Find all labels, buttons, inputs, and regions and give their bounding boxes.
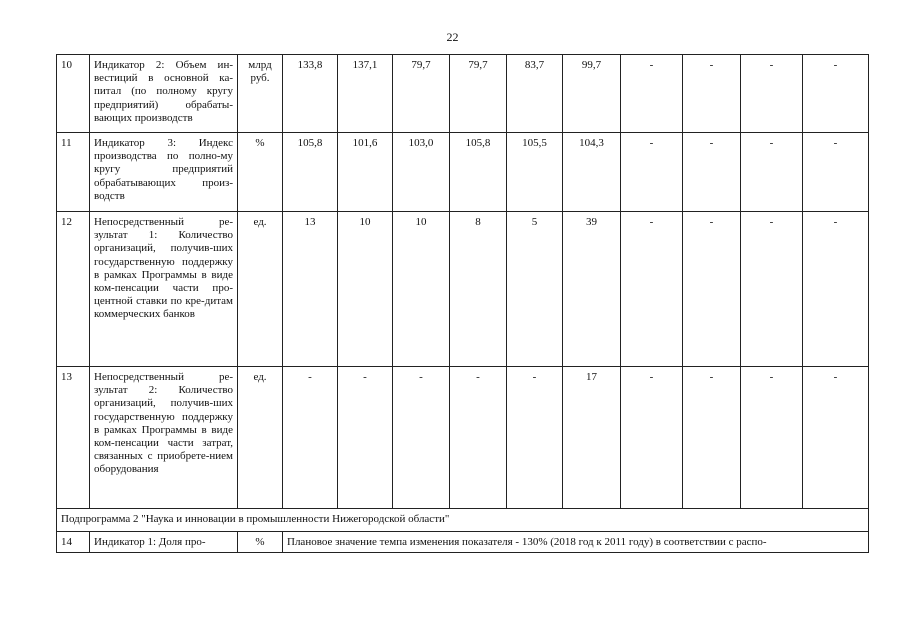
value-cell: - xyxy=(621,212,683,367)
value-cell: 101,6 xyxy=(338,133,393,212)
value-cell: 5 xyxy=(507,212,563,367)
value-cell: - xyxy=(803,367,869,509)
value-cell: - xyxy=(283,367,338,509)
subprogram-row xyxy=(57,509,869,532)
unit-cell: млрд руб. xyxy=(238,55,283,133)
value-cell: 137,1 xyxy=(338,55,393,133)
value-cell: - xyxy=(683,55,741,133)
table-row xyxy=(57,532,869,553)
value-cell: 13 xyxy=(283,212,338,367)
value-cell: - xyxy=(803,212,869,367)
unit-cell: % xyxy=(238,133,283,212)
indicator-name: Непосредственный ре-зультат 2: Количество организаций, получив-ших государственную поддержку в рамках Программы в виде ком-пенсации части затрат, связанных с приобрете-нием оборудования xyxy=(90,367,238,509)
value-cell: - xyxy=(683,367,741,509)
row-number: 10 xyxy=(57,55,90,133)
value-cell: 105,5 xyxy=(507,133,563,212)
value-cell: 105,8 xyxy=(283,133,338,212)
row-number: 12 xyxy=(57,212,90,367)
table-row xyxy=(57,55,869,133)
value-cell: - xyxy=(803,55,869,133)
indicator-name: Индикатор 2: Объем ин-вестиций в основной ка-питал (по полному кругу предприятий) обрабаты-вающих производств xyxy=(90,55,238,133)
unit-cell: ед. xyxy=(238,212,283,367)
value-cell: 17 xyxy=(563,367,621,509)
value-cell: 104,3 xyxy=(563,133,621,212)
value-cell: 10 xyxy=(338,212,393,367)
indicator-name: Индикатор 3: Индекс производства по полно-му кругу предприятий обрабатывающих произ-водств xyxy=(90,133,238,212)
value-cell: - xyxy=(741,133,803,212)
value-cell: - xyxy=(741,55,803,133)
value-cell: 105,8 xyxy=(450,133,507,212)
value-cell: - xyxy=(621,367,683,509)
value-cell: - xyxy=(450,367,507,509)
value-cell: 8 xyxy=(450,212,507,367)
value-cell: - xyxy=(803,133,869,212)
row-number: 13 xyxy=(57,367,90,509)
value-cell: 99,7 xyxy=(563,55,621,133)
indicators-table xyxy=(56,54,869,553)
value-cell: 133,8 xyxy=(283,55,338,133)
value-cell: 83,7 xyxy=(507,55,563,133)
value-cell: 103,0 xyxy=(393,133,450,212)
value-cell: - xyxy=(393,367,450,509)
value-cell: 10 xyxy=(393,212,450,367)
value-cell: - xyxy=(621,133,683,212)
value-cell: - xyxy=(683,212,741,367)
table-row xyxy=(57,367,869,509)
value-cell: 79,7 xyxy=(393,55,450,133)
value-cell: 79,7 xyxy=(450,55,507,133)
page-number: 22 xyxy=(446,30,459,44)
row-number: 14 xyxy=(57,532,90,553)
value-cell: - xyxy=(741,367,803,509)
table-row xyxy=(57,212,869,367)
indicator-name: Индикатор 1: Доля про- xyxy=(90,532,238,553)
row-number: 11 xyxy=(57,133,90,212)
table-row xyxy=(57,133,869,212)
indicator-name: Непосредственный ре-зультат 1: Количество организаций, получив-ших государственную поддержку в рамках Программы в виде ком-пенсации части про-центной ставки по кре-дитам коммерческих банков xyxy=(90,212,238,367)
value-cell: - xyxy=(621,55,683,133)
value-cell: 39 xyxy=(563,212,621,367)
value-cell: - xyxy=(683,133,741,212)
planned-value-note: Плановое значение темпа изменения показателя - 130% (2018 год к 2011 году) в соответствии с распо- xyxy=(283,532,869,553)
value-cell: - xyxy=(507,367,563,509)
unit-cell: % xyxy=(238,532,283,553)
value-cell: - xyxy=(338,367,393,509)
subprogram-title: Подпрограмма 2 "Наука и инновации в промышленности Нижегородской области" xyxy=(57,509,869,532)
unit-cell: ед. xyxy=(238,367,283,509)
value-cell: - xyxy=(741,212,803,367)
